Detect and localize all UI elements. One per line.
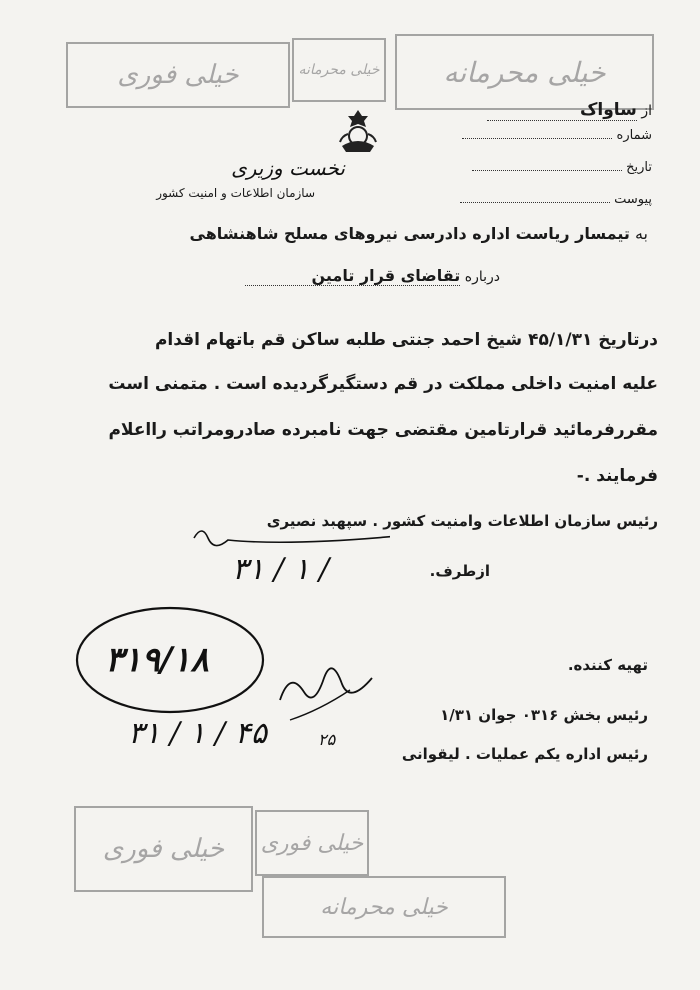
number-field: [462, 128, 652, 143]
stamp-bottom-right-b: [262, 876, 506, 938]
recipient-line: [190, 224, 648, 243]
org-name: نخست وزیری: [231, 156, 345, 180]
recipient-value: تیمسار ریاست اداره دادرسی نیروهای مسلح شاهنشاهی: [189, 224, 630, 243]
stamp-text: خیلی فوری: [260, 830, 364, 856]
attachment-field: [460, 192, 652, 207]
stamp-text: خیلی محرمانه: [320, 894, 448, 920]
from-value: ساواک: [487, 100, 637, 121]
body-line-3: مقررفرمائید قرارتامین مقتضی جهت نامبرده صادرومراتب رااعلام: [108, 420, 658, 440]
stamp-bottom-left: [74, 806, 253, 892]
stamp-top-middle: [292, 38, 386, 102]
recipient-prefix: به: [634, 224, 648, 243]
number-label: شماره: [616, 128, 652, 143]
from-label: از: [641, 103, 652, 119]
footer-dept-head: رئیس اداره یکم عملیات . لیقوانی: [401, 745, 648, 763]
initial-mark: ۲۵: [318, 730, 336, 749]
body-line-2: علیه امنیت داخلی مملکت در قم دستگیرگردیده است . متمنی است: [108, 374, 658, 394]
date-label: تاریخ: [626, 160, 652, 175]
org-subname: سازمان اطلاعات و امنیت کشور: [156, 186, 315, 200]
from-field: [487, 100, 652, 121]
body-line-4: فرمایند .-: [576, 466, 658, 486]
footer-hand-date: ۳۱ / ۱ / ۴۵: [128, 716, 267, 751]
circled-number: ۳۱۹/۱۸: [105, 640, 209, 680]
emblem-logo: [330, 108, 386, 156]
subject-line: [245, 266, 500, 286]
stamp-top-right: [395, 34, 654, 110]
stamp-text: خیلی محرمانه: [298, 62, 380, 78]
stamp-bottom-right-a: [255, 810, 369, 876]
stamp-text: خیلی محرمانه: [443, 55, 606, 89]
signatory-hand-date: ۳۱ / ۱ /: [232, 552, 330, 587]
attachment-label: پیوست: [614, 192, 652, 207]
signatory-title: رئیس سازمان اطلاعات وامنیت کشور . سپهبد نصیری: [266, 512, 658, 530]
footer-section-head: رئیس بخش ۰۳۱۶ جوان ۱/۳۱: [440, 706, 648, 724]
body-line-1: درتاریخ ۴۵/۱/۳۱ شیخ احمد جنتی طلبه ساکن قم باتهام اقدام: [154, 330, 658, 350]
stamp-text: خیلی فوری: [117, 60, 239, 90]
on-behalf-label: ازطرف.: [429, 562, 490, 580]
initial-scribble: [270, 660, 390, 740]
subject-label: درباره: [464, 269, 500, 285]
stamp-text: خیلی فوری: [102, 834, 225, 864]
signature-underline: [190, 520, 390, 550]
prepared-by-label: تهیه کننده.: [567, 656, 648, 674]
date-field: [472, 160, 652, 175]
stamp-top-left: [66, 42, 290, 108]
subject-value: تقاضای قرار تامین: [245, 266, 460, 286]
